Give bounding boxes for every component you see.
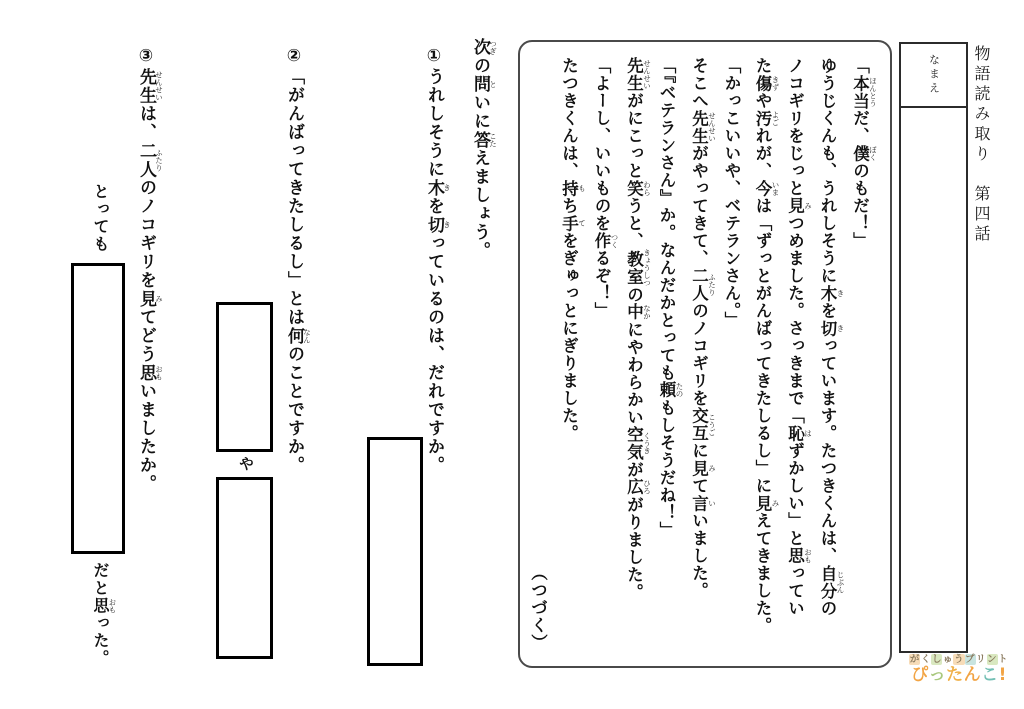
- story-line: 先生 せんせいがにこっと笑 わらうと、教室 きょうしつの中 なかにやわらかい空気 くうきが広 ひろがりました。: [624, 57, 652, 601]
- name-box: [899, 42, 968, 653]
- story-line: ノコギリをじっと見 みつめました。さっきまで「恥 はずかしい」と思 おもってい: [785, 57, 813, 617]
- answer-box-q3[interactable]: [71, 263, 125, 554]
- answer-box-q2-second[interactable]: [216, 477, 273, 659]
- story-line: た傷 きずや汚 よごれが、今 いまは「ずっとがんばってきたしるし」に見 みえてきました。: [753, 57, 780, 635]
- story-line: 「よーし、いいものを作 つくるぞ！」: [592, 57, 619, 320]
- name-input-area[interactable]: [901, 108, 966, 651]
- name-label-cell: [901, 44, 966, 108]
- answer-box-q1[interactable]: [367, 437, 423, 666]
- story-line: 「かっこいいや、ベテランさん。」: [722, 57, 741, 329]
- answer-box-q2-first[interactable]: [216, 302, 273, 452]
- story-line: ゆうじくんも、うれしそうに木 きを切 きっています。たつきくんは、自分 じぶんの: [818, 57, 845, 617]
- publisher-logo: [899, 655, 1019, 685]
- story-line: 「『ベテランさん』か。なんだかとっても頼 たのもしそうだね！」: [657, 57, 684, 539]
- story-box: [518, 40, 892, 668]
- question-3-answer-suffix: だと思おもった。: [91, 562, 117, 667]
- question-3-answer-prefix: とっても: [91, 183, 110, 253]
- question-1-text: ①うれしそうに木きを切きっているのは、だれですか。: [424, 46, 452, 475]
- name-label: なまえ: [927, 54, 941, 96]
- questions-header: 次つぎの問といに答こたえましょう。: [470, 38, 498, 260]
- story-line: そこへ先生 せんせいがやってきて、二人 ふたりのノコギリを交互 こうごに見 みて言 いいました。: [689, 57, 717, 600]
- page-title: 物語読み取り 第四話: [972, 45, 991, 245]
- story-line: たつきくんは、持 もち手 てをぎゅっとにぎりました。: [559, 57, 587, 442]
- logo-top-text: がくしゅうプリント: [909, 654, 1009, 665]
- question-3-text: ③先生せんせいは、二人ふたりのノコギリを見みてどう思おもいましたか。: [136, 46, 164, 493]
- story-line: 「本当 ほんとうだ、僕 ぼくのもだ！」: [850, 57, 878, 250]
- question-2-text: ②「がんばってきたしるし」とは何なんのことですか。: [284, 46, 312, 475]
- story-to-be-continued: （つづく）: [528, 563, 548, 651]
- logo-bottom-text: ぴったんこ!: [911, 664, 1007, 685]
- question-2-connector: や: [237, 456, 255, 473]
